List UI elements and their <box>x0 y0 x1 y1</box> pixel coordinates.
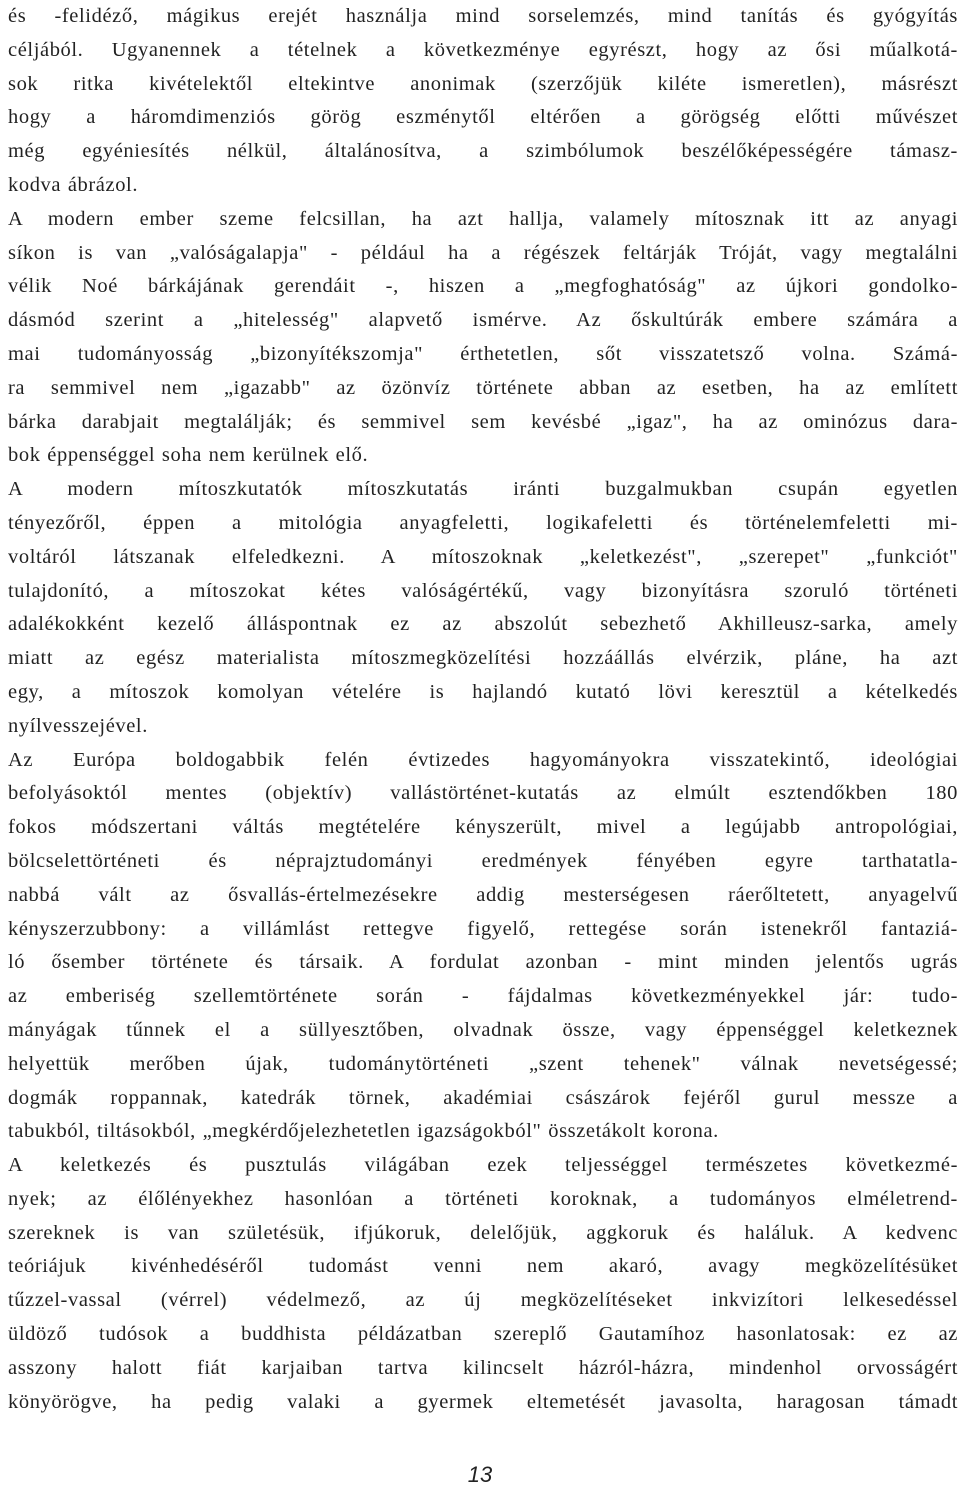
text-line: dásmód szerint a „hitelesség" alapvető ismérve. Az őskultúrák embere számára a <box>8 309 958 332</box>
text-line: egy, a mítoszok komolyan vételére is hajlandó kutató lövi keresztül a kételkedés <box>8 680 958 703</box>
text-line: miatt az egész materialista mítoszmegközelítési hozzáállás elvérzik, pláne, ha azt <box>8 647 958 670</box>
text-line: helyettük merőben újak, tudománytörténeti „szent tehenek" válnak nevetségessé; <box>8 1052 958 1075</box>
text-line: A modern mítoszkutatók mítoszkutatás iránti buzgalmukban csupán egyetlen <box>8 478 958 501</box>
text-line: szereknek is van születésük, ifjúkoruk, delelőjük, aggkoruk és haláluk. A kedvenc <box>8 1221 958 1244</box>
text-line: nabbá vált az ősvallás-értelmezésekre addig mesterségesen ráerőltetett, anyagelvű <box>8 883 958 906</box>
text-line: befolyásoktól mentes (objektív) vallástörténet-kutatás az elmúlt esztendőkben 180 <box>8 782 958 805</box>
text-line: A keletkezés és pusztulás világában ezek teljességgel természetes következmé- <box>8 1154 958 1177</box>
text-line: az emberiség szellemtörténete során - fájdalmas következményekkel jár: tudo- <box>8 985 958 1008</box>
text-line: adalékokként kezelő álláspontnak ez az abszolút sebezhető Akhilleusz-sarka, amely <box>8 613 958 636</box>
text-line: sok ritka kivételektől eltekintve anonimak (szerzőjük kiléte ismeretlen), másrészt <box>8 72 958 95</box>
text-line: voltáról látszanak elfeledkezni. A mítoszoknak „keletkezést", „szerepet" „funkciót" <box>8 545 958 568</box>
text-line: bölcselettörténeti és néprajztudományi eredmények fényében egyre tarthatatla- <box>8 849 958 872</box>
text-line: kényszerzubbony: a villámlást rettegve figyelő, rettegése során istenekről fantaziá- <box>8 917 958 940</box>
text-line: vélik Noé bárkájának gerendáit -, hiszen a „megfoghatóság" az újkori gondolko- <box>8 275 958 298</box>
text-line: dogmák roppannak, katedrák törnek, akadémiai császárok fejéről gurul messze a <box>8 1086 958 1109</box>
body-text <box>8 0 958 1419</box>
text-line: üldöző tudósok a buddhista példázatban szereplő Gautamíhoz hasonlatosak: ez az <box>8 1323 958 1346</box>
text-line: nyílvesszejével. <box>8 714 148 737</box>
text-line: nyek; az élőlényekhez hasonlóan a történeti koroknak, a tudományos elméletrend- <box>8 1187 958 1210</box>
text-line: bok éppenséggel soha nem kerülnek elő. <box>8 444 369 467</box>
text-line: könyörögve, ha pedig valaki a gyermek eltemetését javasolta, haragosan támadt <box>8 1390 958 1413</box>
text-line: bárka darabjait megtalálják; és semmivel sem kevésbé „igaz", ha az ominózus dara- <box>8 410 958 433</box>
text-line: és -felidéző, mágikus erejét használja mind sorselemzés, mind tanítás és gyógyítás <box>8 5 958 27</box>
text-line: síkon is van „valóságalapja" - például ha a régészek feltárják Tróját, vagy megtalálni <box>8 241 958 264</box>
text-line: mai tudományosság „bizonyítékszomja" érthetetlen, sőt visszatetsző volna. Számá- <box>8 342 958 365</box>
text-line: céljából. Ugyanennek a tételnek a következménye egyrészt, hogy az ősi műalkotá- <box>8 38 958 61</box>
text-line: kodva ábrázol. <box>8 173 139 196</box>
text-line: tényezőről, éppen a mitológia anyagfeletti, logikafeletti és történelemfeletti mi- <box>8 511 958 534</box>
text-line: mányágak tűnnek el a süllyesztőben, olvadnak össze, vagy éppenséggel keletkeznek <box>8 1018 958 1041</box>
text-line: asszony halott fiát karjaiban tartva kilincselt házról-házra, mindenhol orvosságért <box>8 1356 958 1379</box>
text-line: hogy a háromdimenziós görög eszménytől eltérően a görögség előtti művészet <box>8 106 958 129</box>
text-line: A modern ember szeme felcsillan, ha azt hallja, valamely mítosznak itt az anyagi <box>8 207 958 230</box>
text-line: tabukból, tiltásokból, „megkérdőjelezhetetlen igazságokból" összetákolt korona. <box>8 1120 719 1143</box>
text-line: tulajdonító, a mítoszokat kétes valóságértékű, vagy bizonyításra szoruló történeti <box>8 579 958 602</box>
text-line: még egyéniesítés nélkül, általánosítva, a szimbólumok beszélőképességére támasz- <box>8 140 958 163</box>
page-number: 13 <box>467 1462 493 1487</box>
text-line: teóriájuk kivénhedéséről tudomást venni nem akaró, avagy megközelítésüket <box>8 1255 958 1278</box>
text-line: tűzzel-vassal (vérrel) védelmező, az új megközelítéseket inkvizítori lelkesedéssel <box>8 1289 958 1312</box>
text-line: Az Európa boldogabbik felén évtizedes hagyományokra visszatekintő, ideológiai <box>8 748 958 771</box>
text-line: ló ősember története és társaik. A fordulat azonban - mint minden jelentős ugrás <box>8 951 958 974</box>
text-line: ra semmivel nem „igazabb" az özönvíz története abban az esetben, ha az említett <box>8 376 958 399</box>
text-line: fokos módszertani váltás megtételére kényszerült, mivel a legújabb antropológiai, <box>8 816 958 839</box>
